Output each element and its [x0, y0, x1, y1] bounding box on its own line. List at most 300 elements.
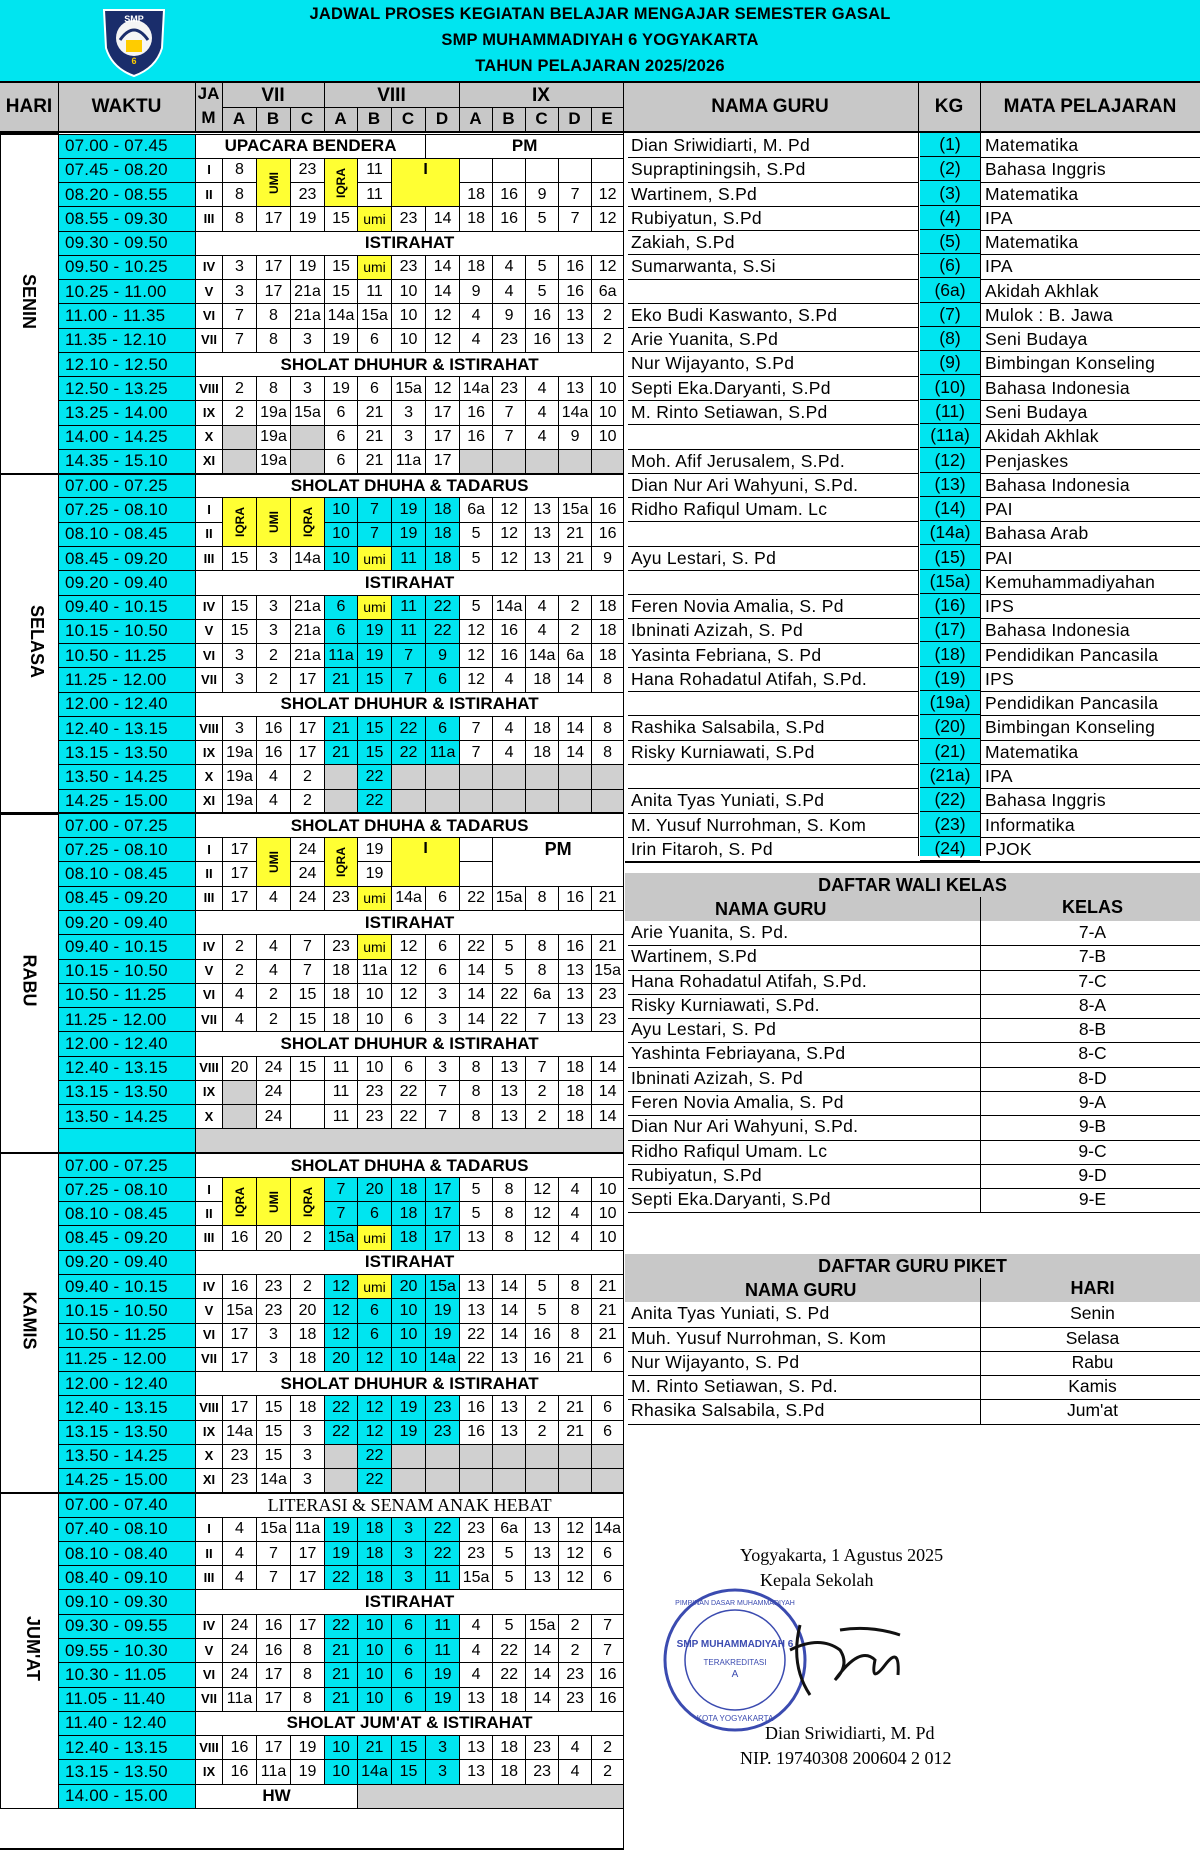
class-cell: 6: [592, 1347, 624, 1371]
class-cell: 21a: [291, 644, 325, 668]
schedule-row: [1, 1614, 624, 1638]
class-cell: [493, 1469, 526, 1493]
class-cell: 3: [223, 280, 257, 304]
class-cell: 17: [257, 207, 291, 231]
class-cell: umi: [358, 1274, 392, 1298]
class-cell: 20: [291, 1299, 325, 1323]
class-cell: 3: [223, 716, 257, 740]
class-cell: 2: [559, 619, 592, 643]
time-cell: 11.40 - 12.40: [59, 1711, 196, 1735]
activity-band: [196, 1129, 624, 1153]
subject-name: Bahasa Indonesia: [985, 620, 1130, 641]
class-cell: UMI: [257, 158, 291, 207]
class-cell: 12: [358, 1420, 392, 1444]
col-mata-pelajaran: MATA PELAJARAN: [1003, 96, 1177, 117]
time-cell: 14.25 - 15.00: [59, 1469, 196, 1493]
wali-class: 9-C: [1078, 1140, 1107, 1161]
class-cell: 19: [358, 644, 392, 668]
class-cell: 12: [559, 1566, 592, 1590]
class-cell: 23: [592, 1008, 624, 1032]
schedule-row: [1, 1493, 624, 1517]
wali-teacher: Feren Novia Amalia, S. Pd: [631, 1091, 844, 1112]
activity-band: HW: [196, 1784, 358, 1808]
teacher-name: M. Rinto Setiawan, S.Pd: [631, 401, 828, 422]
jam-cell: VIII: [196, 1396, 223, 1420]
activity-band: SHOLAT DHUHA & TADARUS: [196, 474, 624, 498]
schedule-grid: [0, 133, 623, 1809]
col-nama-guru: NAMA GURU: [711, 96, 829, 117]
class-cell: 18: [426, 547, 460, 571]
schedule-row: [1, 1687, 624, 1711]
class-cell: 6: [325, 425, 358, 449]
piket-day: Senin: [1070, 1303, 1115, 1324]
class-cell: 2: [257, 1008, 291, 1032]
class-cell: 19: [325, 1517, 358, 1541]
class-cell: 18: [592, 644, 624, 668]
class-cell: 4: [526, 619, 559, 643]
class-cell: 14: [493, 1323, 526, 1347]
class-cell: 14: [592, 1056, 624, 1080]
piket-teacher: M. Rinto Setiawan, S. Pd.: [631, 1376, 838, 1397]
class-cell: 18: [493, 1736, 526, 1760]
class-cell: 23: [257, 1299, 291, 1323]
class-cell: 12: [426, 377, 460, 401]
class-cell: 15a: [257, 1517, 291, 1541]
class-cell: 12: [325, 1274, 358, 1298]
schedule-row: [1, 668, 624, 692]
class-cell: [493, 158, 526, 182]
class-cell: 7: [559, 207, 592, 231]
class-cell: 2: [257, 644, 291, 668]
subject-name: Pendidikan Pancasila: [985, 693, 1159, 714]
class-cell: [559, 1444, 592, 1468]
wali-teacher: Arie Yuanita, S. Pd.: [631, 922, 789, 943]
class-cell: 24: [291, 838, 325, 862]
class-cell: 17: [291, 1541, 325, 1565]
class-cell: 12: [493, 522, 526, 546]
class-cell: 14: [559, 716, 592, 740]
wali-teacher: Rubiyatun, S.Pd: [631, 1164, 762, 1185]
class-cell: 10: [592, 401, 624, 425]
class-cell: 6: [358, 1299, 392, 1323]
class-cell: 7: [358, 498, 392, 522]
class-cell: 21: [559, 1396, 592, 1420]
class-cell: 2: [223, 377, 257, 401]
schedule-row: [1, 959, 624, 983]
schedule-row: [1, 571, 624, 595]
jam-cell: III: [196, 1226, 223, 1250]
day-label: KAMIS: [19, 1291, 40, 1350]
class-cell: 10: [592, 1202, 624, 1226]
class-cell: 4: [460, 328, 493, 352]
class-cell: [460, 838, 493, 862]
class-cell: [460, 1444, 493, 1468]
teacher-name: Wartinem, S.Pd: [631, 183, 758, 204]
class-cell: 9: [493, 304, 526, 328]
time-cell: 09.30 - 09.55: [59, 1614, 196, 1638]
class-cell: [325, 765, 358, 789]
class-cell: 6: [592, 1420, 624, 1444]
time-cell: 09.40 - 10.15: [59, 935, 196, 959]
subject-name: Pendidikan Pancasila: [985, 644, 1159, 665]
class-cell: 16: [559, 255, 592, 279]
class-cell: 4: [460, 304, 493, 328]
class-cell: 16: [526, 328, 559, 352]
time-cell: 13.25 - 14.00: [59, 401, 196, 425]
class-cell: 10: [325, 498, 358, 522]
class-cell: 2: [592, 304, 624, 328]
class-cell: 2: [223, 935, 257, 959]
class-cell: 17: [223, 1323, 257, 1347]
class-cell: 15: [291, 983, 325, 1007]
class-cell: 17: [291, 741, 325, 765]
class-cell: 23: [291, 158, 325, 182]
class-cell: 18: [460, 183, 493, 207]
class-cell: 6: [358, 377, 392, 401]
kg-code: (12): [920, 449, 980, 473]
grade-viii: VIII: [377, 85, 406, 106]
class-cell: 21a: [291, 304, 325, 328]
class-cell: 19: [291, 1760, 325, 1784]
class-cell: 8: [223, 183, 257, 207]
class-cell: 13: [493, 1105, 526, 1129]
class-cell: 8: [291, 1663, 325, 1687]
wali-class: 7-B: [1078, 946, 1107, 967]
jam-cell: VIII: [196, 1736, 223, 1760]
jam-cell: IV: [196, 935, 223, 959]
schedule-row: [1, 1177, 624, 1201]
class-cell: 13: [460, 1299, 493, 1323]
subject-name: Kemuhammadiyahan: [985, 571, 1156, 592]
class-cell: 13: [526, 498, 559, 522]
class-cell: 11a: [257, 1760, 291, 1784]
schedule-row: [1, 1711, 624, 1735]
class-cell: 15: [325, 255, 358, 279]
wali-teacher: Yashinta Febriayana, S.Pd: [631, 1043, 846, 1064]
class-cell: 13: [559, 328, 592, 352]
class-cell: 15: [291, 1008, 325, 1032]
class-cell: 18: [358, 1566, 392, 1590]
class-cell: 11: [325, 1080, 358, 1104]
class-cell: 7: [592, 1638, 624, 1662]
day-label: RABU: [19, 954, 40, 1007]
class-cell: 21: [592, 1323, 624, 1347]
class-cell: 17: [426, 1177, 460, 1201]
class-cell: 15: [392, 1736, 426, 1760]
piket-teacher: Nur Wijayanto, S. Pd: [631, 1351, 800, 1372]
wali-class: 7-C: [1078, 970, 1107, 991]
time-cell: 14.25 - 15.00: [59, 789, 196, 813]
time-cell: 09.55 - 10.30: [59, 1638, 196, 1662]
class-cell: 10: [592, 377, 624, 401]
class-cell: 18: [291, 1323, 325, 1347]
time-cell: 08.10 - 08.40: [59, 1541, 196, 1565]
class-cell: 5: [493, 959, 526, 983]
class-cell: 6: [392, 1687, 426, 1711]
class-cell: 6: [325, 401, 358, 425]
class-cell: [223, 449, 257, 473]
class-cell: 19a: [257, 449, 291, 473]
class-cell: 17: [426, 1226, 460, 1250]
class-cell: 13: [493, 1420, 526, 1444]
class-cell: 14: [526, 1638, 559, 1662]
schedule-row: [1, 1008, 624, 1032]
class-cell: 11a: [392, 449, 426, 473]
time-cell: 13.15 - 13.50: [59, 1760, 196, 1784]
class-cell: 16: [592, 1663, 624, 1687]
class-ix-4: E: [601, 109, 613, 128]
class-cell: 4: [559, 1226, 592, 1250]
class-cell: 21: [592, 1274, 624, 1298]
class-cell: 10: [392, 280, 426, 304]
jam-cell: VIII: [196, 716, 223, 740]
class-cell: 13: [526, 522, 559, 546]
class-cell: 5: [460, 1202, 493, 1226]
class-cell: 17: [426, 1202, 460, 1226]
class-cell: 3: [223, 255, 257, 279]
class-cell: 16: [460, 1396, 493, 1420]
class-cell: 4: [493, 716, 526, 740]
class-cell: 15: [358, 668, 392, 692]
schedule-row: [1, 474, 624, 498]
schedule-row: [1, 644, 624, 668]
class-cell: [526, 765, 559, 789]
class-cell: 11: [392, 595, 426, 619]
class-cell: 3: [291, 1444, 325, 1468]
class-cell: 6a: [559, 644, 592, 668]
time-cell: 12.00 - 12.40: [59, 1372, 196, 1396]
class-cell: 22: [493, 1638, 526, 1662]
class-cell: 21: [358, 401, 392, 425]
schedule-row: [1, 1590, 624, 1614]
class-cell: 19: [325, 328, 358, 352]
class-cell: 7: [325, 1177, 358, 1201]
svg-text:SMP: SMP: [124, 14, 144, 24]
class-cell: 4: [559, 1760, 592, 1784]
class-cell: 12: [592, 183, 624, 207]
time-cell: 10.25 - 11.00: [59, 280, 196, 304]
class-cell: 22: [358, 789, 392, 813]
class-cell: 23: [526, 1736, 559, 1760]
kg-code: (15a): [920, 570, 980, 594]
schedule-row: [1, 1638, 624, 1662]
class-cell: 21: [358, 425, 392, 449]
class-ix-3: D: [568, 109, 581, 128]
schedule-row: [1, 280, 624, 304]
class-cell: 4: [223, 983, 257, 1007]
time-cell: 14.00 - 14.25: [59, 425, 196, 449]
class-cell: 5: [526, 1274, 559, 1298]
jam-cell: II: [196, 522, 223, 546]
class-cell: 4: [257, 789, 291, 813]
class-cell: 13: [460, 1687, 493, 1711]
time-cell: 08.10 - 08.45: [59, 522, 196, 546]
class-cell: 15a: [592, 959, 624, 983]
class-cell: 14: [559, 668, 592, 692]
class-cell: [291, 449, 325, 473]
class-cell: 4: [493, 280, 526, 304]
class-cell: 4: [493, 255, 526, 279]
kg-code: (5): [920, 230, 980, 254]
class-cell: 4: [460, 1614, 493, 1638]
class-cell: 12: [493, 498, 526, 522]
class-cell: 10: [358, 1663, 392, 1687]
activity-band: LITERASI & SENAM ANAK HEBAT: [196, 1493, 624, 1517]
class-cell: 17: [257, 1736, 291, 1760]
class-cell: 10: [325, 547, 358, 571]
class-cell: 23: [493, 328, 526, 352]
class-cell: 19a: [257, 425, 291, 449]
class-cell: 7: [592, 1614, 624, 1638]
class-cell: 4: [460, 1663, 493, 1687]
wali-header-nama: NAMA GURU: [625, 897, 1200, 921]
schedule-row: [1, 619, 624, 643]
class-cell: 7: [460, 716, 493, 740]
class-cell: [493, 1444, 526, 1468]
time-cell: 12.40 - 13.15: [59, 716, 196, 740]
class-cell: 7: [392, 668, 426, 692]
class-vii-2: C: [300, 109, 314, 128]
class-cell: 20: [257, 1226, 291, 1250]
piket-header-hari: HARI: [1070, 1278, 1115, 1299]
class-cell: [460, 789, 493, 813]
class-cell: [526, 1444, 559, 1468]
class-cell: 4: [257, 765, 291, 789]
class-cell: 15: [291, 1056, 325, 1080]
class-cell: 2: [223, 959, 257, 983]
time-cell: 08.55 - 09.30: [59, 207, 196, 231]
class-cell: 3: [223, 668, 257, 692]
kg-code: (13): [920, 473, 980, 497]
jam-cell: VII: [196, 668, 223, 692]
jam-cell: III: [196, 547, 223, 571]
class-cell: 23: [223, 1469, 257, 1493]
class-cell: 5: [460, 1177, 493, 1201]
time-cell: 09.20 - 09.40: [59, 911, 196, 935]
class-cell: 16: [257, 716, 291, 740]
class-cell: 18: [325, 983, 358, 1007]
class-cell: 9: [559, 425, 592, 449]
class-cell: 10: [392, 304, 426, 328]
class-cell: 14a: [325, 304, 358, 328]
class-cell: 11: [392, 619, 426, 643]
class-cell: 6: [358, 328, 392, 352]
class-cell: 7: [325, 1202, 358, 1226]
class-cell: 16: [223, 1736, 257, 1760]
time-cell: 11.35 - 12.10: [59, 328, 196, 352]
class-cell: 12: [325, 1323, 358, 1347]
class-cell: 15: [223, 619, 257, 643]
time-cell: 08.45 - 09.20: [59, 547, 196, 571]
jam-cell: I: [196, 838, 223, 862]
class-cell: 3: [392, 1566, 426, 1590]
class-cell: 2: [526, 1105, 559, 1129]
class-cell: 12: [526, 1226, 559, 1250]
class-cell: 4: [493, 741, 526, 765]
class-cell: 4: [223, 1008, 257, 1032]
class-cell: 18: [325, 1008, 358, 1032]
class-cell: 11a: [426, 741, 460, 765]
time-cell: 09.50 - 10.25: [59, 255, 196, 279]
class-cell: 14: [426, 255, 460, 279]
class-cell: 4: [559, 1202, 592, 1226]
class-cell: 17: [426, 401, 460, 425]
class-cell: UMI: [257, 838, 291, 887]
jam-cell: X: [196, 1105, 223, 1129]
class-cell: 18: [291, 1396, 325, 1420]
class-cell: 22: [460, 935, 493, 959]
schedule-row: [1, 158, 624, 182]
jam-cell: II: [196, 862, 223, 886]
class-cell: IQRA: [325, 158, 358, 207]
class-cell: 12: [325, 1299, 358, 1323]
class-cell: [559, 158, 592, 182]
class-cell: 3: [392, 1517, 426, 1541]
jam-cell: I: [196, 1177, 223, 1201]
class-cell: 2: [291, 789, 325, 813]
class-cell: 18: [426, 522, 460, 546]
subject-name: Akidah Akhlak: [985, 280, 1099, 301]
schedule-row: [1, 1323, 624, 1347]
activity-band: SHOLAT DHUHUR & ISTIRAHAT: [196, 1032, 624, 1056]
jam-cell: VII: [196, 328, 223, 352]
piket-day: Selasa: [1065, 1327, 1120, 1348]
teacher-name: Moh. Afif Jerusalem, S.Pd.: [631, 450, 845, 471]
class-cell: 10: [592, 425, 624, 449]
class-cell: 11a: [358, 959, 392, 983]
class-cell: 16: [493, 183, 526, 207]
class-cell: 7: [291, 959, 325, 983]
class-cell: 15a: [392, 377, 426, 401]
class-cell: 18: [592, 595, 624, 619]
class-cell: 18: [291, 1347, 325, 1371]
class-cell: 22: [325, 1614, 358, 1638]
class-cell: 22: [493, 1008, 526, 1032]
wali-teacher: Hana Rohadatul Atifah, S.Pd.: [631, 970, 868, 991]
time-cell: [59, 1129, 196, 1153]
jam-cell: V: [196, 1638, 223, 1662]
class-cell: 17: [223, 886, 257, 910]
time-cell: 07.25 - 08.10: [59, 838, 196, 862]
class-cell: 6: [325, 595, 358, 619]
class-cell: 19: [426, 1323, 460, 1347]
class-cell: 9: [426, 644, 460, 668]
schedule-row: [1, 716, 624, 740]
class-cell: 15: [223, 595, 257, 619]
schedule-row: [1, 813, 624, 837]
subject-name: PJOK: [985, 838, 1032, 859]
wali-teacher: Wartinem, S.Pd: [631, 946, 758, 967]
column-header: [0, 83, 1200, 133]
class-cell: 12: [592, 255, 624, 279]
subject-name: IPA: [985, 207, 1013, 228]
jam-cell: VII: [196, 1008, 223, 1032]
activity-band: SHOLAT DHUHUR & ISTIRAHAT: [196, 692, 624, 716]
class-cell: 19: [325, 1541, 358, 1565]
class-cell: 6: [426, 716, 460, 740]
class-cell: 20: [358, 1177, 392, 1201]
class-ix-2: C: [535, 109, 548, 128]
wali-class: 8-B: [1078, 1019, 1107, 1040]
class-cell: 23: [325, 886, 358, 910]
class-cell: 7: [223, 328, 257, 352]
wali-class: 9-D: [1078, 1164, 1107, 1185]
subject-name: Matematika: [985, 183, 1079, 204]
class-cell: 23: [426, 1420, 460, 1444]
subject-name: IPA: [985, 766, 1013, 787]
wali-class: 8-D: [1078, 1067, 1107, 1088]
teacher-name: Hana Rohadatul Atifah, S.Pd.: [631, 668, 868, 689]
